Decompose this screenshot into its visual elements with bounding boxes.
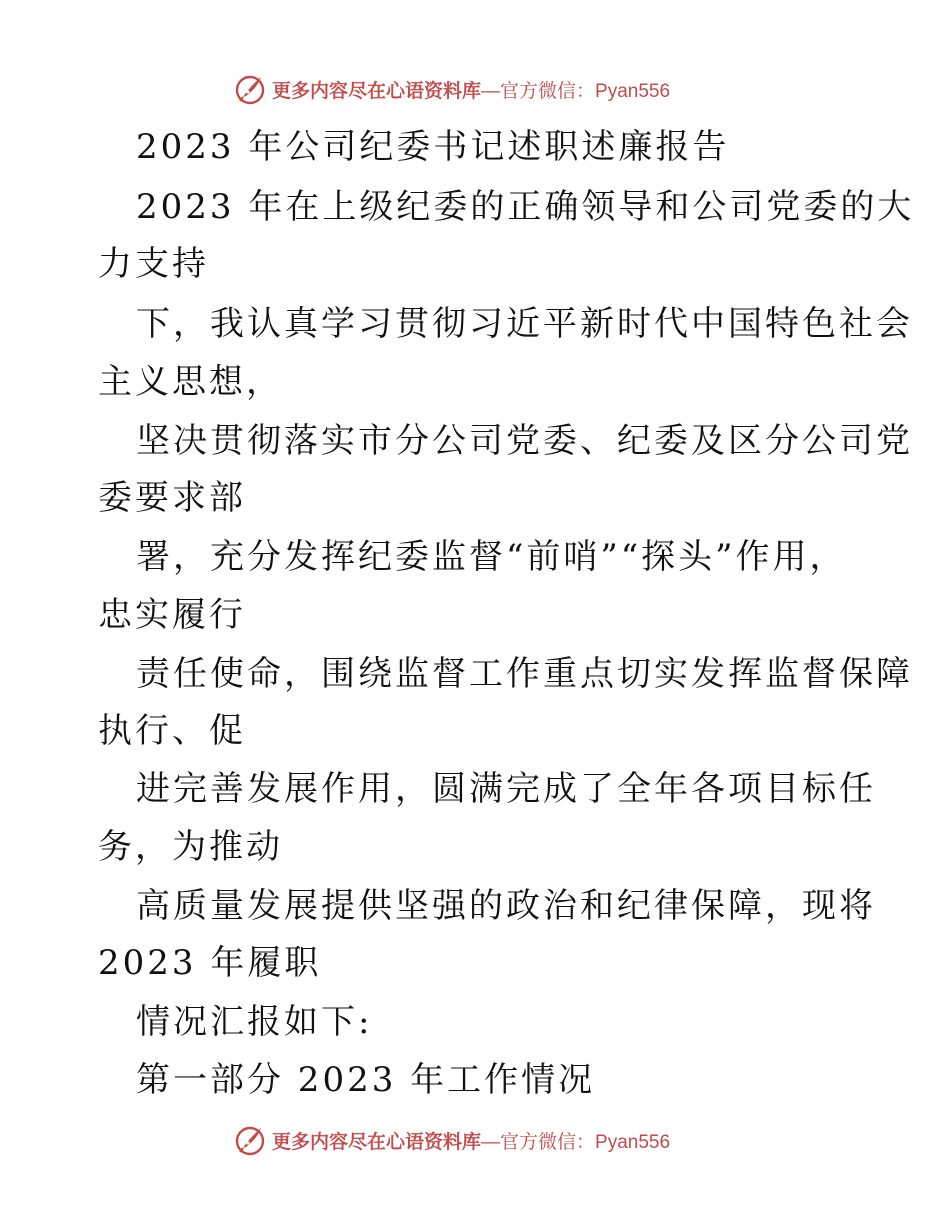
- quill-pen-logo-icon: [234, 1124, 266, 1156]
- paragraph-line: 下，我认真学习贯彻习近平新时代中国特色社会: [136, 304, 913, 344]
- paragraph-line: 2023 年在上级纪委的正确领导和公司党委的大: [136, 187, 915, 227]
- paragraph-line: 主义思想，: [98, 362, 283, 402]
- paragraph-line: 忠实履行: [98, 595, 246, 635]
- paragraph-line: 坚决贯彻落实市分公司党委、纪委及区分公司党: [136, 421, 913, 461]
- paragraph-line: 进完善发展作用，圆满完成了全年各项目标任: [136, 769, 876, 809]
- banner-wechat-text: —官方微信：Pyan556: [481, 1131, 671, 1153]
- paragraph-line: 务，为推动: [98, 827, 283, 867]
- banner-wechat-text: —官方微信：Pyan556: [481, 80, 671, 102]
- paragraph-line: 署，充分发挥纪委监督“前哨”“探头”作用，: [136, 537, 847, 577]
- header-banner: [234, 72, 670, 106]
- paragraph-line: 责任使命，围绕监督工作重点切实发挥监督保障: [136, 654, 913, 694]
- paragraph-line: 力支持: [98, 244, 209, 284]
- banner-brand-text: 更多内容尽在心语资料库: [272, 1130, 482, 1153]
- paragraph-line: 执行、促: [98, 711, 246, 751]
- quill-pen-logo-icon: [234, 73, 266, 105]
- document-title: 2023 年公司纪委书记述职述廉报告: [136, 127, 730, 167]
- banner-brand-text: 更多内容尽在心语资料库: [272, 79, 482, 102]
- paragraph-line: 情况汇报如下:: [136, 1002, 373, 1042]
- paragraph-line: 委要求部: [98, 478, 246, 518]
- paragraph-line: 高质量发展提供坚强的政治和纪律保障，现将: [136, 886, 876, 926]
- footer-banner: [234, 1123, 670, 1157]
- paragraph-line: 2023 年履职: [98, 943, 322, 983]
- section-heading: 第一部分 2023 年工作情况: [136, 1060, 596, 1100]
